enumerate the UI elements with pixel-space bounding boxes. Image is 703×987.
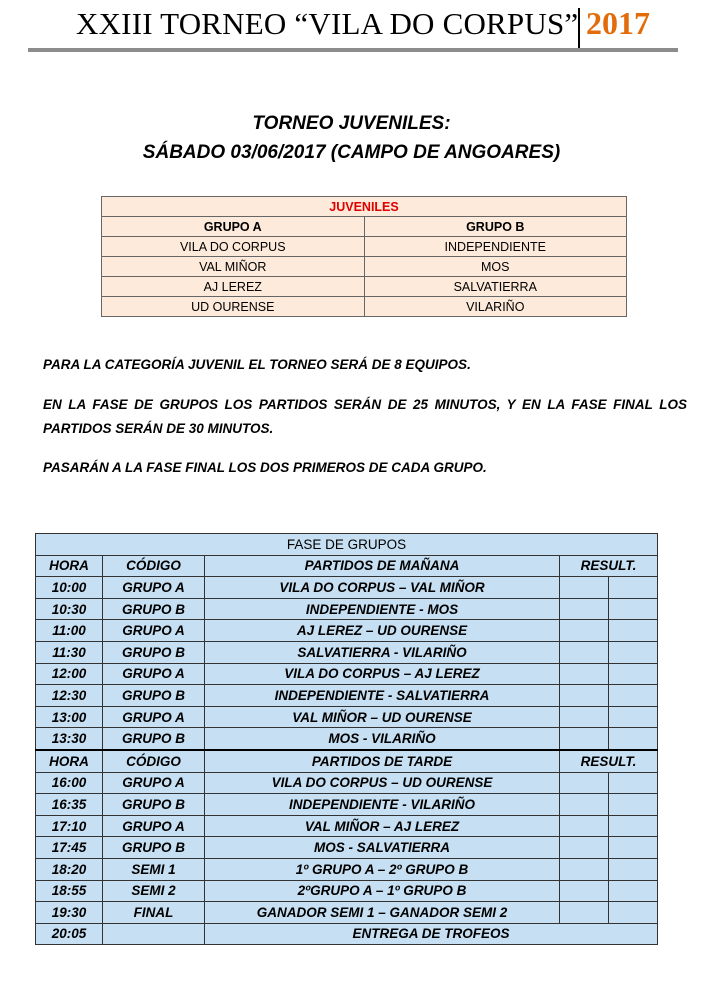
match-time: 10:30: [36, 598, 103, 620]
schedule-row: [36, 641, 658, 663]
match-fixture: 1º GRUPO A – 2º GRUPO B: [205, 858, 560, 880]
match-fixture: AJ LEREZ – UD OURENSE: [205, 620, 560, 642]
schedule-row: [36, 815, 658, 837]
match-code: GRUPO A: [103, 815, 205, 837]
match-code: GRUPO A: [103, 577, 205, 599]
col-codigo: CÓDIGO: [103, 750, 205, 772]
match-fixture: VILA DO CORPUS – AJ LEREZ: [205, 663, 560, 685]
match-time: 17:10: [36, 815, 103, 837]
col-hora: HORA: [36, 750, 103, 772]
header-rule: [28, 48, 678, 52]
col-codigo: CÓDIGO: [103, 555, 205, 577]
schedule-row: [36, 794, 658, 816]
match-fixture: INDEPENDIENTE - SALVATIERRA: [205, 685, 560, 707]
ceremony-time: 20:05: [36, 923, 103, 945]
juveniles-caption: JUVENILES: [102, 197, 627, 217]
match-fixture: VAL MIÑOR – AJ LEREZ: [205, 815, 560, 837]
group-a-team: AJ LEREZ: [102, 277, 365, 297]
team-row: [102, 297, 627, 317]
result-home-cell: [560, 685, 609, 707]
result-home-cell: [560, 663, 609, 685]
match-fixture: GANADOR SEMI 1 – GANADOR SEMI 2: [205, 902, 560, 924]
match-code: GRUPO B: [103, 641, 205, 663]
group-a-team: UD OURENSE: [102, 297, 365, 317]
match-code: SEMI 1: [103, 858, 205, 880]
schedule-row: [36, 577, 658, 599]
match-time: 19:30: [36, 902, 103, 924]
match-fixture: MOS - SALVATIERRA: [205, 837, 560, 859]
schedule-header-row: [36, 555, 658, 577]
match-fixture: VILA DO CORPUS – UD OURENSE: [205, 772, 560, 794]
result-home-cell: [560, 858, 609, 880]
juveniles-groups-table: [101, 196, 627, 317]
result-home-cell: [560, 620, 609, 642]
result-away-cell: [609, 794, 658, 816]
match-code: GRUPO A: [103, 663, 205, 685]
match-time: 13:30: [36, 728, 103, 750]
result-away-cell: [609, 620, 658, 642]
rules-paragraph-qualification: PASARÁN A LA FASE FINAL LOS DOS PRIMEROS DE CADA GRUPO.: [43, 460, 487, 475]
match-time: 18:55: [36, 880, 103, 902]
result-away-cell: [609, 837, 658, 859]
match-fixture: MOS - VILARIÑO: [205, 728, 560, 750]
group-a-team: VILA DO CORPUS: [102, 237, 365, 257]
result-away-cell: [609, 902, 658, 924]
schedule-row: [36, 620, 658, 642]
result-home-cell: [560, 728, 609, 750]
result-away-cell: [609, 772, 658, 794]
col-partidos-tarde: PARTIDOS DE TARDE: [205, 750, 560, 772]
match-time: 18:20: [36, 858, 103, 880]
match-fixture: INDEPENDIENTE - MOS: [205, 598, 560, 620]
rules-paragraph-teams: PARA LA CATEGORÍA JUVENIL EL TORNEO SERÁ DE 8 EQUIPOS.: [43, 357, 471, 372]
header-title: XXIII TORNEO “VILA DO CORPUS”: [76, 6, 579, 41]
schedule-row: [36, 663, 658, 685]
match-code: SEMI 2: [103, 880, 205, 902]
match-code: GRUPO A: [103, 772, 205, 794]
match-code: GRUPO B: [103, 685, 205, 707]
match-time: 16:00: [36, 772, 103, 794]
result-home-cell: [560, 794, 609, 816]
match-time: 11:30: [36, 641, 103, 663]
match-code: GRUPO A: [103, 706, 205, 728]
result-home-cell: [560, 815, 609, 837]
col-hora: HORA: [36, 555, 103, 577]
result-away-cell: [609, 815, 658, 837]
schedule-row: [36, 837, 658, 859]
result-home-cell: [560, 706, 609, 728]
team-row: [102, 277, 627, 297]
tournament-title: TORNEO JUVENILES:: [252, 113, 451, 134]
schedule-row: [36, 858, 658, 880]
rules-paragraph-duration: EN LA FASE DE GRUPOS LOS PARTIDOS SERÁN DE 25 MINUTOS, Y EN LA FASE FINAL LOS PARTIDOS SERÁN DE 30 MINUTOS.: [43, 397, 687, 436]
schedule-row: [36, 772, 658, 794]
match-time: 12:00: [36, 663, 103, 685]
ceremony-code-empty: [103, 923, 205, 945]
schedule-row: [36, 902, 658, 924]
result-home-cell: [560, 577, 609, 599]
schedule-header-row: [36, 750, 658, 772]
result-away-cell: [609, 598, 658, 620]
team-row: [102, 257, 627, 277]
match-time: 10:00: [36, 577, 103, 599]
match-time: 16:35: [36, 794, 103, 816]
match-code: GRUPO B: [103, 794, 205, 816]
col-result: RESULT.: [560, 750, 658, 772]
group-a-team: VAL MIÑOR: [102, 257, 365, 277]
group-b-team: VILARIÑO: [364, 297, 627, 317]
result-away-cell: [609, 685, 658, 707]
match-time: 17:45: [36, 837, 103, 859]
result-away-cell: [609, 858, 658, 880]
header-year: 2017: [586, 5, 650, 41]
page-header: [28, 0, 678, 52]
result-away-cell: [609, 728, 658, 750]
schedule-row: [36, 728, 658, 750]
match-code: GRUPO A: [103, 620, 205, 642]
header-separator: [578, 8, 580, 48]
group-b-header: GRUPO B: [364, 217, 627, 237]
result-home-cell: [560, 902, 609, 924]
match-time: 11:00: [36, 620, 103, 642]
match-code: GRUPO B: [103, 728, 205, 750]
match-time: 12:30: [36, 685, 103, 707]
match-code: FINAL: [103, 902, 205, 924]
result-away-cell: [609, 706, 658, 728]
col-result: RESULT.: [560, 555, 658, 577]
group-b-team: MOS: [364, 257, 627, 277]
match-fixture: SALVATIERRA - VILARIÑO: [205, 641, 560, 663]
result-away-cell: [609, 663, 658, 685]
group-b-team: SALVATIERRA: [364, 277, 627, 297]
result-away-cell: [609, 641, 658, 663]
result-away-cell: [609, 880, 658, 902]
schedule-table: [35, 533, 658, 945]
tournament-date: SÁBADO 03/06/2017 (CAMPO DE ANGOARES): [142, 142, 561, 163]
schedule-row: [36, 880, 658, 902]
match-fixture: VILA DO CORPUS – VAL MIÑOR: [205, 577, 560, 599]
match-code: GRUPO B: [103, 598, 205, 620]
result-home-cell: [560, 598, 609, 620]
result-away-cell: [609, 577, 658, 599]
match-fixture: VAL MIÑOR – UD OURENSE: [205, 706, 560, 728]
result-home-cell: [560, 641, 609, 663]
group-b-team: INDEPENDIENTE: [364, 237, 627, 257]
schedule-row: [36, 706, 658, 728]
schedule-caption: FASE DE GRUPOS: [36, 534, 658, 556]
ceremony-row: [36, 923, 658, 945]
result-home-cell: [560, 772, 609, 794]
match-fixture: 2ºGRUPO A – 1º GRUPO B: [205, 880, 560, 902]
col-partidos-manana: PARTIDOS DE MAÑANA: [205, 555, 560, 577]
match-fixture: INDEPENDIENTE - VILARIÑO: [205, 794, 560, 816]
result-home-cell: [560, 880, 609, 902]
result-home-cell: [560, 837, 609, 859]
team-row: [102, 237, 627, 257]
ceremony-label: ENTREGA DE TROFEOS: [205, 923, 658, 945]
schedule-row: [36, 685, 658, 707]
schedule-row: [36, 598, 658, 620]
match-time: 13:00: [36, 706, 103, 728]
group-a-header: GRUPO A: [102, 217, 365, 237]
match-code: GRUPO B: [103, 837, 205, 859]
